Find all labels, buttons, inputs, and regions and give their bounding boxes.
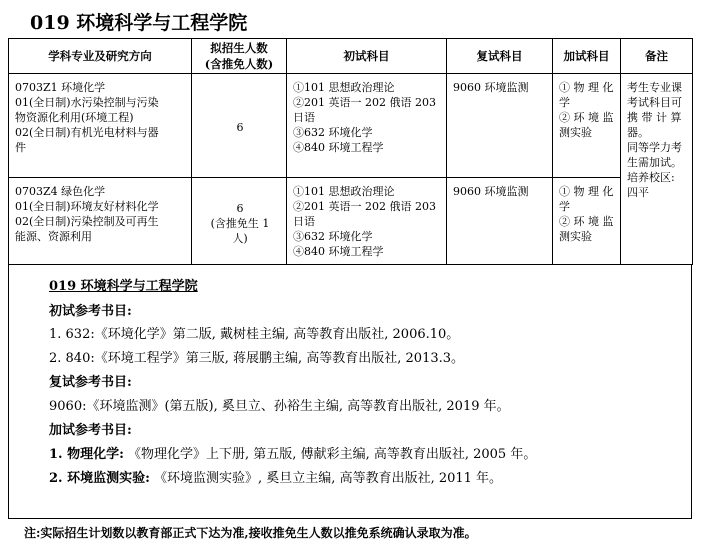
reference-entry: 2. 840:《环境工程学》第三版, 蒋展鹏主编, 高等教育出版社, 2013.3。 [49,351,465,366]
initial-subject: ③632 环境化学 [293,230,373,243]
remark-line: 携 带 计 算 [627,111,682,124]
major-line: 02(全日制)污染控制及可再生 [15,215,159,228]
major-line: 0703Z4 绿色化学 [15,185,106,198]
page-title: 019 环境科学与工程学院 [30,12,248,34]
major-line: 能源、资源利用 [15,230,92,243]
initial-subjects-cell [287,178,447,265]
initial-subject: ④840 环境工程学 [293,141,384,154]
retest-cell: 9060 环境监测 [447,178,553,265]
header-major: 学科专业及研究方向 [9,39,192,74]
initial-subject: 日语 [293,111,315,124]
major-cell [9,74,192,178]
reference-school-heading: 019 环境科学与工程学院 [49,279,198,294]
enrollment-table [8,38,693,265]
reference-entry [49,467,502,486]
reference-label: 2. 环境监测实验: [49,471,150,486]
initial-subject: ②201 英语一 202 俄语 203 [293,96,436,109]
reference-text: 《环境监测实验》, 奚旦立主编, 高等教育出版社, 2011 年。 [154,471,503,486]
table-row [9,74,693,178]
major-line: 物资源化利用(环境工程) [15,111,134,124]
reference-books-box [8,265,692,519]
extra-subject: ① 物 理 化 [559,185,614,198]
extra-cell [553,74,621,178]
extra-subject: 测实验 [559,126,592,139]
extra-cell [553,178,621,265]
major-line: 01(全日制)水污染控制与污染 [15,96,159,109]
major-cell [9,178,192,265]
remark-line: 培养校区: [627,171,675,184]
header-extra: 加试科目 [553,39,621,74]
reference-label: 1. 物理化学: [49,447,124,462]
extra-subject: ② 环 境 监 [559,215,614,228]
extra-subject: ② 环 境 监 [559,111,614,124]
table-row [9,178,693,265]
enroll-cell [192,178,287,265]
initial-subject: 日语 [293,215,315,228]
initial-subjects-cell [287,74,447,178]
remark-line: 生需加试。 [627,156,682,169]
header-retest: 复试科目 [447,39,553,74]
major-line: 件 [15,141,26,154]
footnote: 注:实际招生计划数以教育部正式下达为准,接收推免生人数以推免系统确认录取为准。 [24,526,477,540]
extra-subject: ① 物 理 化 [559,81,614,94]
extra-refs-heading: 加试参考书目: [49,423,132,438]
header-remark: 备注 [621,39,693,74]
remark-line: 器。 [627,126,649,139]
remark-line: 同等学力考 [627,141,682,154]
remark-line: 考试科目可 [627,96,682,109]
extra-subject: 学 [559,96,570,109]
remark-cell [621,74,693,265]
header-enroll-line1: 拟招生人数 [210,41,268,55]
extra-subject: 学 [559,200,570,213]
initial-subject: ②201 英语一 202 俄语 203 [293,200,436,213]
initial-subject: ④840 环境工程学 [293,245,384,258]
extra-subject: 测实验 [559,230,592,243]
enroll-cell [192,74,287,178]
major-line: 01(全日制)环境友好材料化学 [15,200,159,213]
enroll-note: (含推免生 1 [210,216,270,230]
remark-line: 四平 [627,186,649,199]
reference-entry: 9060:《环境监测》(第五版), 奚旦立、孙裕生主编, 高等教育出版社, 2019 年。 [49,399,510,414]
reference-text: 《物理化学》上下册, 第五版, 傅献彩主编, 高等教育出版社, 2005 年。 [128,447,537,462]
initial-subject: ①101 思想政治理论 [293,185,395,198]
retest-cell: 9060 环境监测 [447,74,553,178]
enroll-count: 6 [236,201,244,215]
header-enroll [192,39,287,74]
header-initial: 初试科目 [287,39,447,74]
header-enroll-line2: (含推免人数) [204,57,274,71]
initial-subject: ③632 环境化学 [293,126,373,139]
reference-entry [49,443,536,462]
initial-subject: ①101 思想政治理论 [293,81,395,94]
retest-refs-heading: 复试参考书目: [49,375,132,390]
enroll-note: 人) [232,231,248,245]
enroll-count: 6 [236,121,244,134]
remark-line: 考生专业课 [627,81,682,94]
initial-refs-heading: 初试参考书目: [49,304,132,319]
major-line: 02(全日制)有机光电材料与器 [15,126,159,139]
major-line: 0703Z1 环境化学 [15,81,106,94]
reference-entry: 1. 632:《环境化学》第二版, 戴树桂主编, 高等教育出版社, 2006.10。 [49,327,460,342]
table-header-row [9,39,693,74]
